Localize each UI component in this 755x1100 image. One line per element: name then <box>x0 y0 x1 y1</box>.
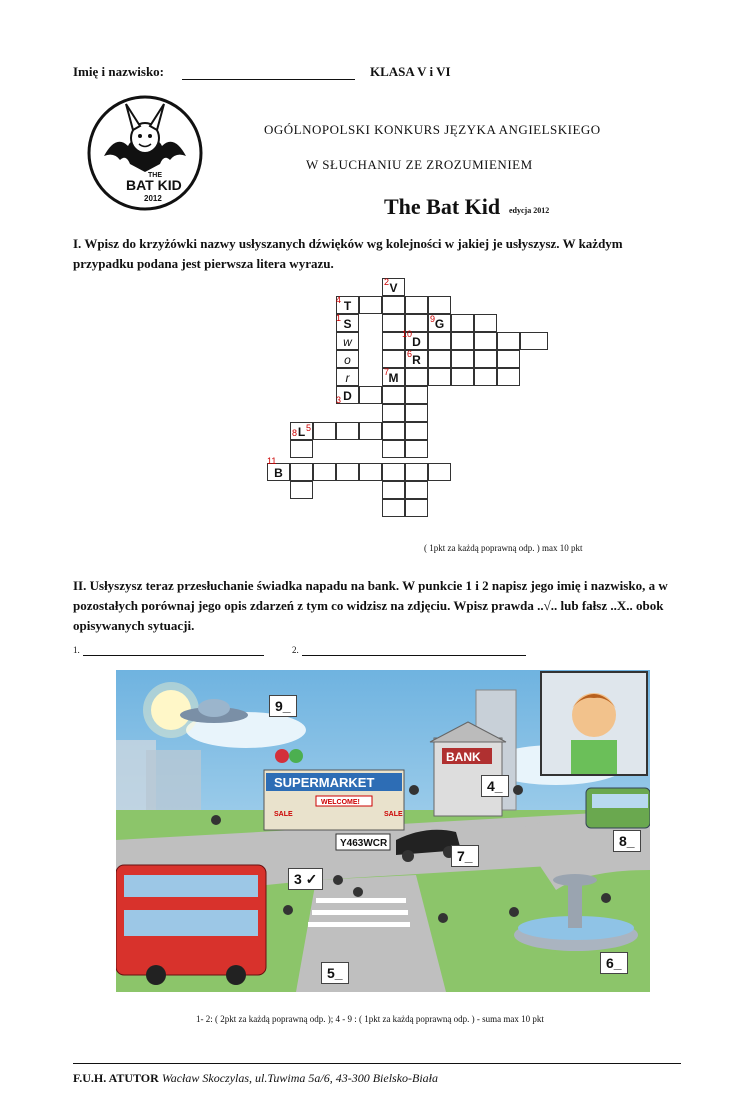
crossword-cell[interactable]: T <box>336 296 359 314</box>
crossword-cell[interactable] <box>359 386 382 404</box>
crossword-cell[interactable] <box>382 386 405 404</box>
section2-scoring: 1- 2: ( 2pkt za każdą poprawną odp. ); 4 - 9 : ( 1pkt za każdą poprawną odp. ) - suma max 10 pkt <box>196 1014 544 1024</box>
crossword-cell[interactable] <box>290 440 313 458</box>
crossword-cell[interactable] <box>290 463 313 481</box>
crossword-cell[interactable] <box>405 296 428 314</box>
crossword-cell[interactable] <box>428 350 451 368</box>
edition-label: edycja 2012 <box>509 206 550 215</box>
crossword-cell[interactable]: w <box>336 332 359 350</box>
answer-slot-5[interactable]: 5_ <box>321 962 349 984</box>
field2-label: 2. <box>292 645 299 655</box>
crossword-cell[interactable] <box>405 463 428 481</box>
footer-company: F.U.H. ATUTOR <box>73 1071 159 1085</box>
svg-text:SALE: SALE <box>274 811 293 818</box>
crossword-cell[interactable] <box>451 350 474 368</box>
clue-number: 11 <box>267 456 277 466</box>
clue-number: 8 <box>292 428 298 438</box>
witness-surname-field[interactable] <box>302 645 526 656</box>
crossword-cell[interactable] <box>313 463 336 481</box>
crossword-cell[interactable] <box>382 440 405 458</box>
crossword-cell[interactable]: r <box>336 368 359 386</box>
answer-slot-8[interactable]: 8_ <box>613 830 641 852</box>
crossword-cell[interactable] <box>336 422 359 440</box>
crossword-cell[interactable]: R <box>405 350 428 368</box>
crossword-cell[interactable] <box>405 368 428 386</box>
crossword-cell[interactable] <box>520 332 548 350</box>
crossword-cell[interactable] <box>382 422 405 440</box>
class-label: KLASA V i VI <box>370 64 451 79</box>
crossword-cell[interactable] <box>382 296 405 314</box>
svg-text:BANK: BANK <box>446 750 481 764</box>
clue-number: 9 <box>430 314 436 324</box>
section1-instruction: I. Wpisz do krzyżówki nazwy usłyszanych dźwięków wg kolejności w jakiej je usłyszysz. W każdym przypadku podana jest pierwsza litera wyrazu. <box>73 236 623 271</box>
clue-number: 5 <box>306 423 312 433</box>
crossword-cell[interactable] <box>474 332 497 350</box>
crossword-cell[interactable] <box>428 332 451 350</box>
answer-slot-3[interactable]: 3 ✓ <box>288 868 323 890</box>
crossword-cell[interactable] <box>451 368 474 386</box>
crossword-cell[interactable] <box>313 422 336 440</box>
field1-label: 1. <box>73 645 80 655</box>
crossword-cell[interactable] <box>405 481 428 499</box>
svg-text:Y463WCR: Y463WCR <box>340 838 388 849</box>
crossword-cell[interactable]: o <box>336 350 359 368</box>
witness-name-field[interactable] <box>83 645 264 656</box>
crossword-cell[interactable] <box>474 350 497 368</box>
crossword-cell[interactable] <box>359 422 382 440</box>
bank-robbery-picture <box>116 670 650 992</box>
answer-slot-4[interactable]: 4_ <box>481 775 509 797</box>
crossword-cell[interactable] <box>405 404 428 422</box>
crossword-cell[interactable] <box>336 463 359 481</box>
section1-scoring: ( 1pkt za każdą poprawną odp. ) max 10 pkt <box>424 543 583 553</box>
crossword-cell[interactable]: V <box>382 278 405 296</box>
clue-number: 10 <box>402 329 413 339</box>
crossword-cell[interactable] <box>428 368 451 386</box>
crossword-cell[interactable] <box>405 422 428 440</box>
clue-number: 2 <box>384 277 390 287</box>
clue-number: 4 <box>336 295 342 305</box>
crossword-cell[interactable]: G <box>428 314 451 332</box>
crossword-cell[interactable] <box>405 499 428 517</box>
crossword-cell[interactable]: S <box>336 314 359 332</box>
crossword-cell[interactable] <box>497 368 520 386</box>
crossword-cell[interactable] <box>382 481 405 499</box>
svg-text:THE: THE <box>148 172 162 179</box>
answer-slot-6[interactable]: 6_ <box>600 952 628 974</box>
footer-divider <box>73 1063 681 1064</box>
crossword-cell[interactable] <box>474 314 497 332</box>
crossword-cell[interactable]: B <box>267 463 290 481</box>
crossword-cell[interactable] <box>359 296 382 314</box>
crossword-cell[interactable]: L <box>290 422 313 440</box>
crossword-cell[interactable] <box>405 440 428 458</box>
crossword-cell[interactable]: M <box>382 368 405 386</box>
crossword-grid[interactable] <box>264 278 554 523</box>
svg-text:SUPERMARKET: SUPERMARKET <box>274 775 375 790</box>
crossword-cell[interactable] <box>382 404 405 422</box>
contest-line-2: W SŁUCHANIU ZE ZROZUMIENIEM <box>306 157 533 172</box>
answer-slot-9[interactable]: 9_ <box>269 695 297 717</box>
crossword-cell[interactable] <box>451 332 474 350</box>
crossword-cell[interactable] <box>359 463 382 481</box>
crossword-cell[interactable] <box>451 314 474 332</box>
crossword-cell[interactable] <box>428 296 451 314</box>
clue-number: 7 <box>384 367 390 377</box>
section2-instruction: II. Usłyszysz teraz przesłuchanie świadka napadu na bank. W punkcie 1 i 2 napisz jego imię i nazwisko, a w pozostałych porównaj jego opis zdarzeń z tym co widzisz na zdjęciu. Wpisz prawda ..√.. lub fałsz ..X.. obok opisywanych sytuacji. <box>73 578 668 633</box>
crossword-cell[interactable] <box>474 368 497 386</box>
svg-text:2012: 2012 <box>144 194 162 203</box>
svg-text:SALE: SALE <box>384 811 403 818</box>
svg-text:WELCOME!: WELCOME! <box>321 799 360 806</box>
crossword-cell[interactable]: D <box>336 386 359 404</box>
name-label: Imię i nazwisko: <box>73 64 164 79</box>
crossword-cell[interactable] <box>382 350 405 368</box>
footer <box>73 1071 438 1086</box>
svg-text:BAT KID: BAT KID <box>126 177 182 193</box>
answer-slot-7[interactable]: 7_ <box>451 845 479 867</box>
bat-kid-logo <box>86 94 204 212</box>
contest-line-1: OGÓLNOPOLSKI KONKURS JĘZYKA ANGIELSKIEGO <box>264 122 601 137</box>
crossword-cell[interactable]: D <box>405 332 428 350</box>
clue-number: 6 <box>407 349 413 359</box>
clue-number: 3 <box>336 395 342 405</box>
crossword-cell[interactable] <box>428 463 451 481</box>
crossword-cell[interactable] <box>497 350 520 368</box>
clue-number: 1 <box>336 313 342 323</box>
crossword-cell[interactable] <box>382 499 405 517</box>
footer-address: Wacław Skoczylas, ul.Tuwima 5a/6, 43-300 Bielsko-Biała <box>161 1071 439 1085</box>
crossword-cell[interactable] <box>497 332 520 350</box>
name-field[interactable] <box>182 64 355 80</box>
crossword-cell[interactable] <box>405 386 428 404</box>
crossword-cell[interactable] <box>290 481 313 499</box>
page-title: The Bat Kid <box>384 194 501 219</box>
crossword-cell[interactable] <box>382 463 405 481</box>
